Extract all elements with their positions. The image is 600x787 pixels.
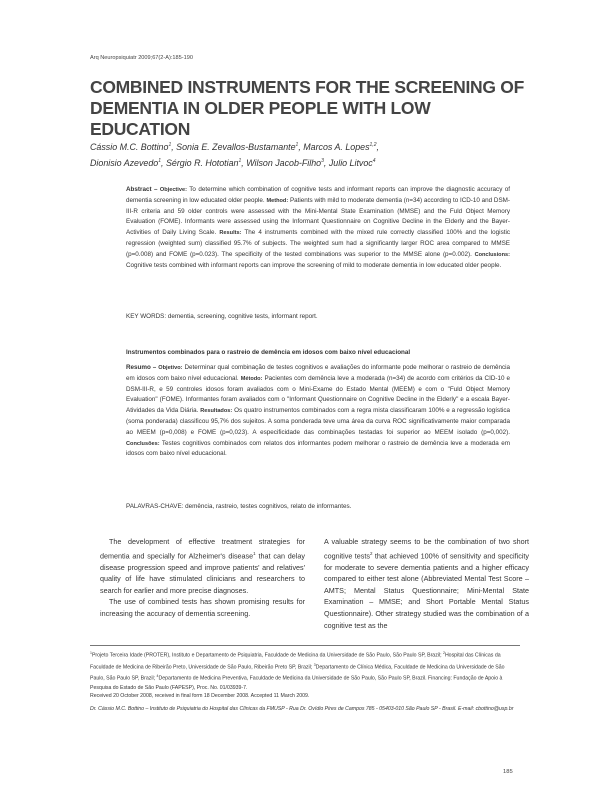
keywords-english: KEY WORDS: dementia, screening, cognitive tests, informant report.: [126, 313, 318, 320]
portuguese-title: Instrumentos combinados para o rastreio de demência em idosos com baixo nível educacional: [126, 349, 411, 356]
author: Marcos A. Lopes: [303, 141, 370, 152]
method-label: Method:: [266, 197, 289, 204]
author-affiliation: 4: [372, 158, 376, 165]
citation-ref: 1: [253, 550, 256, 556]
author-affiliation: 1: [238, 158, 242, 165]
author-list: Cássio M.C. Bottino$^1$, Sonia E. Zevallos-Bustamante$^1$, Marcos A. Lopes$^{1,2}$, Dionisio Azevedo$^1$, Sérgio R. Hototian$^1$, Wilson Jacob-Filho$^3$, Julio Litvoc$^4$: [90, 141, 379, 169]
body-paragraph: The development of effective treatment strategies for dementia and specially for Alzheimer's disease$^1$ that can delay disease progression speed and improve patients' and relatives' quality of life have stimulated clinicians and researchers to search for earlier and more precise diagnoses.: [100, 537, 305, 595]
resumo-label: Resumo –: [126, 364, 157, 371]
running-header: Arq Neuropsiquiatr 2009;67(2-A):185-190: [90, 55, 193, 61]
abstract-label: Abstract –: [126, 186, 158, 193]
results-text: The 4 instruments combined with the mixed rule correctly classified 100% and the logistic regression (weighted sum) classified 95.7% of subjects. The weighted sum had a significantly larger ROC area compared to MMSE (p=0.008) and FOME (p=0.023). The specificity of the tested combinations was superior to the MMSE alone (p=0.002).: [126, 229, 511, 258]
resultados-text: Os quatro instrumentos combinados com a regra mista classificaram 100% e a regressão logística (soma ponderada) classificou 95,7% dos sujeitos. A soma ponderada teve uma área da curva ROC significativamente maior comparada ao MEEM (p=0,008) e FOME (p=0,023). A especificidade das combinações testadas foi superior ao MEEM isolado (p=0,002).: [126, 407, 511, 436]
article-title: COMBINED INSTRUMENTS FOR THE SCREENING OF DEMENTIA IN OLDER PEOPLE WITH LOW EDUCATION: [90, 77, 524, 139]
footnote: Departamento de Medicina Preventiva, Faculdade de Medicina da Universidade de São Paulo, São Paulo SP, Brazil. Financing: Fundação de Apoio à Pesquisa do Estado de São Paulo (FAPESP), Proc. No. 01/03939-7.: [90, 676, 503, 692]
citation-ref: 2: [369, 550, 373, 556]
abstract-portuguese: [126, 363, 510, 460]
author: Cássio M.C. Bottino: [90, 141, 169, 152]
author-affiliation: 1: [158, 158, 162, 165]
objective-text: To determine which combination of cognitive tests and informant reports can improve the diagnostic accuracy of dementia screening in low educated older people.: [126, 186, 511, 204]
page-number: 185: [503, 769, 513, 775]
author-affiliation: 1: [168, 142, 172, 148]
abstract-english: [126, 185, 510, 271]
objective-label: Objective:: [159, 187, 187, 193]
footnote: Hospital das Clínicas da Faculdade de Medicina de Ribeirão Preto, Universidade de São Paulo, Ribeirão Preto SP, Brazil;: [90, 652, 501, 671]
conclusoes-label: Conclusões:: [126, 440, 160, 447]
footnote-divider: [90, 645, 520, 646]
author-affiliation: 1: [295, 142, 299, 148]
objetivo-text: Determinar qual combinação de testes cognitivos e avaliações do informante pode melhorar o rastreio de demência em idosos com baixo nível educacional.: [126, 364, 511, 382]
author: Sonia E. Zevallos-Bustamante: [176, 141, 296, 152]
correspondence-address: Dr. Cássio M.C. Bottino – Instituto de Psiquiatria do Hospital das Clínicas da FMUSP - Rua Dr. Ovídio Pires de Campos 785 - 05403-010 São Paulo SP - Brasil. E-mail: cbottino@usp.br: [90, 706, 514, 712]
resultados-label: Resultados:: [200, 408, 233, 415]
affiliation-footnotes: $^1$Projeto Terceira Idade (PROTER), Instituto e Departamento de Psiquiatria, Faculdade de Medicina da Universidade de São Paulo, São Paulo SP, Brazil; $^2$Hospital das Clínicas da Faculdade de Medicina de Ribeirão Preto, Universidade de São Paulo, Ribeirão Preto SP, Brazil; $^3$Departamento de Clínica Médica, Faculdade de Medicina da Universidade de São Paulo, São Paulo SP, Brazil; $^4$Departamento de Medicina Preventiva, Faculdade de Medicina da Universidade de São Paulo, São Paulo SP, Brazil. Financing: Fundação de Apoio à Pesquisa do Estado de São Paulo (FAPESP), Proc. No. 01/03939-7.: [90, 651, 505, 692]
author: Sérgio R. Hototian: [165, 158, 239, 169]
body-paragraph: A valuable strategy seems to be the combination of two short cognitive tests$^2$ that achieved 100% of sensitivity and specificity for moderate to severe dementia patients and a higher efficacy compared to either test alone (Abbreviated Mental Test Score – AMTS; Mental Status Questionnaire; Mini-Mental State Examination – MMSE; and Short Portable Mental Status Questionnaire). Other strategy studied was the combination of a cognitive test as the: [324, 537, 529, 630]
conclusions-text: Cognitive tests combined with informant reports can improve the screening of mild to moderate dementia in low educated older people.: [126, 261, 502, 269]
author: Julio Litvoc: [328, 158, 373, 169]
body-paragraph: The use of combined tests has shown promising results for increasing the accuracy of dementia screening.: [100, 597, 305, 618]
body-column-left: [100, 536, 305, 620]
footnote: Departamento de Clínica Médica, Faculdade de Medicina da Universidade de São Paulo, São Paulo SP, Brazil;: [90, 664, 505, 683]
conclusoes-text: Testes cognitivos combinados com relatos dos informantes podem melhorar o rastreio de demência leve a moderada em idosos com baixo nível educacional.: [126, 439, 510, 458]
author: Wilson Jacob-Filho: [246, 158, 322, 169]
footnote: Projeto Terceira Idade (PROTER), Instituto e Departamento de Psiquiatria, Faculdade de Medicina da Universidade de São Paulo, São Paulo SP, Brazil;: [91, 652, 442, 659]
author-affiliation: 3: [321, 158, 324, 165]
author-affiliation: 1,2: [369, 142, 377, 148]
author: Dionisio Azevedo: [90, 158, 159, 169]
method-text: Patients with mild to moderate dementia (n=34) according to ICD-10 and DSM-III-R criteria and 59 older controls were assessed with the Mini-Mental State Examination (MMSE) and the Fuld Object Memory Evaluation (FOME). Informants were assessed using the Informant Questionnaire on Cognitive Decline in the Elderly and the Bayer-Activities of Daily Living Scale.: [126, 196, 511, 237]
objetivo-label: Objetivo:: [158, 365, 183, 371]
body-column-right: [324, 536, 529, 631]
conclusions-label: Conclusions:: [474, 251, 510, 258]
metodo-label: Método:: [240, 375, 263, 382]
metodo-text: Pacientes com demência leve a moderada (n=34) de acordo com critérios da CID-10 e DSM-III-R, e 59 controles idosos foram avaliados com o Mini-Exame do Estado Mental (MEEM) e com o "Fuld Object Memory Evaluation" (FOME). Informantes foram avaliados com o "Informant Questionnaire on Cognitive Decline in the Elderly" e a escala Bayer-Atividades da Vida Diária.: [126, 374, 511, 415]
keywords-portuguese: PALAVRAS-CHAVE: demência, rastreio, testes cognitivos, relato de informantes.: [126, 503, 352, 510]
results-label: Results:: [219, 230, 242, 237]
received-dates: Received 20 October 2008, received in final form 18 December 2008. Accepted 11 March 2009.: [90, 693, 310, 699]
